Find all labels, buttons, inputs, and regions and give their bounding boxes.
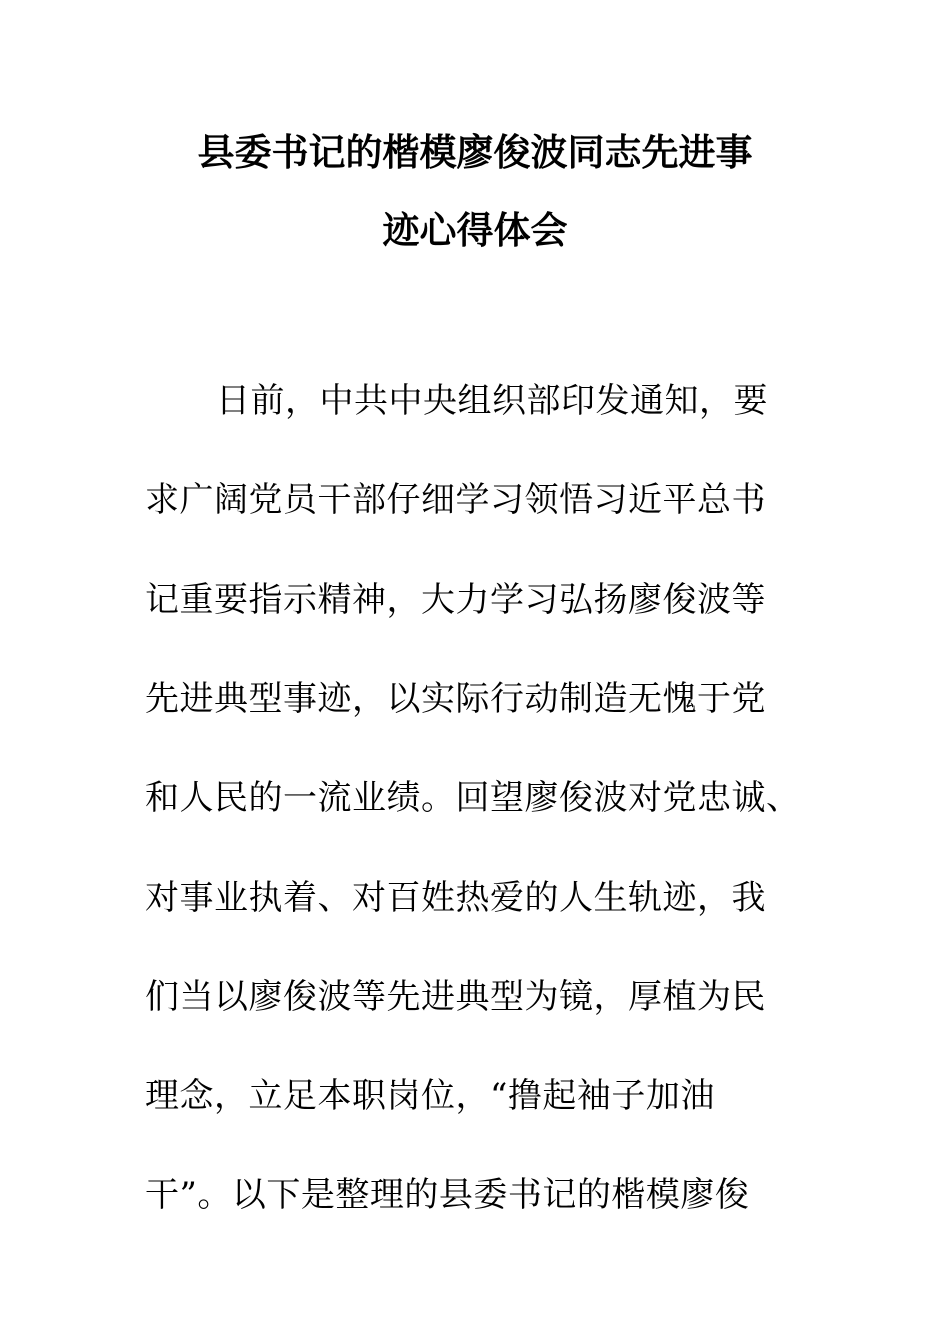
document-title-line-1: 县委书记的楷模廖俊波同志先进事 <box>197 131 753 174</box>
paragraph-line-3: 记重要指示精神，大力学习弘扬廖俊波等 <box>145 580 766 620</box>
paragraph-line-2: 求广阔党员干部仔细学习领悟习近平总书 <box>145 480 766 520</box>
paragraph-line-8: 理念，立足本职岗位，“撸起袖子加油 <box>145 1076 715 1116</box>
paragraph-line-4: 先进典型事迹，以实际行动制造无愧于党 <box>145 679 766 719</box>
paragraph-line-9: 干”。以下是整理的县委书记的楷模廖俊 <box>145 1175 750 1215</box>
paragraph-line-1: 日前，中共中央组织部印发通知，要 <box>216 381 768 421</box>
document-title-line-2: 迹心得体会 <box>382 209 568 252</box>
paragraph-line-5: 和人民的一流业绩。回望廖俊波对党忠诚、 <box>145 778 801 818</box>
paragraph-line-6: 对事业执着、对百姓热爱的人生轨迹，我 <box>145 878 766 918</box>
paragraph-line-7: 们当以廖俊波等先进典型为镜，厚植为民 <box>145 977 766 1017</box>
